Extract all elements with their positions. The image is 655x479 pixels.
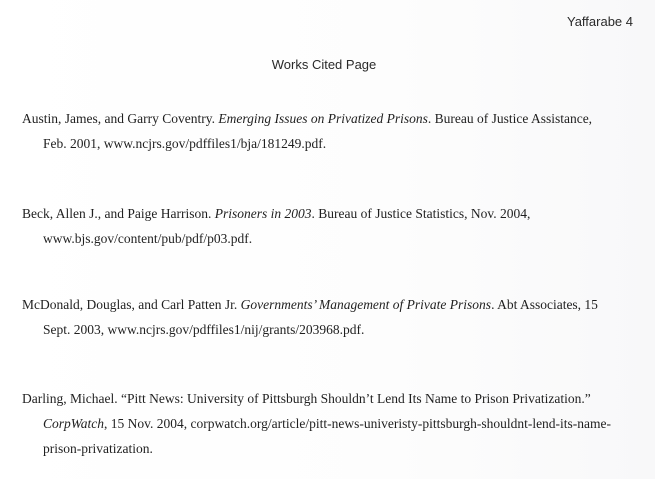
citation-line: Feb. 2001, www.ncjrs.gov/pdffiles1/bja/181249.pdf. bbox=[43, 136, 327, 151]
citation-title: Governments’ Management of Private Prisons bbox=[240, 297, 492, 312]
page-title: Works Cited Page bbox=[271, 57, 377, 72]
citation-line: CorpWatch, 15 Nov. 2004, corpwatch.org/article/pitt-news-univeristy-pittsburgh-shouldnt-lend-its-name- bbox=[43, 416, 612, 431]
running-head: Yaffarabe 4 bbox=[566, 14, 633, 29]
citation-line: Austin, James, and Garry Coventry. Emerging Issues on Privatized Prisons. Bureau of Justice Assistance, bbox=[22, 111, 593, 126]
citation-entry bbox=[22, 296, 598, 346]
citation-line: Darling, Michael. “Pitt News: University of Pittsburgh Shouldn’t Lend Its Name to Prison Privatization.” bbox=[22, 391, 591, 406]
citation-line: prison-privatization. bbox=[43, 441, 153, 456]
citation-line: Sept. 2003, www.ncjrs.gov/pdffiles1/nij/grants/203968.pdf. bbox=[43, 322, 365, 337]
citation-title: Prisoners in 2003 bbox=[214, 206, 312, 221]
citation-title: CorpWatch bbox=[43, 416, 105, 431]
citation-line: Beck, Allen J., and Paige Harrison. Prisoners in 2003. Bureau of Justice Statistics, Nov. 2004, bbox=[22, 206, 531, 221]
citation-title: Emerging Issues on Privatized Prisons bbox=[218, 111, 428, 126]
citation-line: McDonald, Douglas, and Carl Patten Jr. Governments’ Management of Private Prisons. Abt Associates, 15 bbox=[22, 297, 598, 312]
citation-entry bbox=[22, 390, 611, 465]
citation-entry bbox=[22, 205, 530, 255]
citation-line: www.bjs.gov/content/pub/pdf/p03.pdf. bbox=[43, 231, 253, 246]
citation-entry bbox=[22, 110, 592, 160]
